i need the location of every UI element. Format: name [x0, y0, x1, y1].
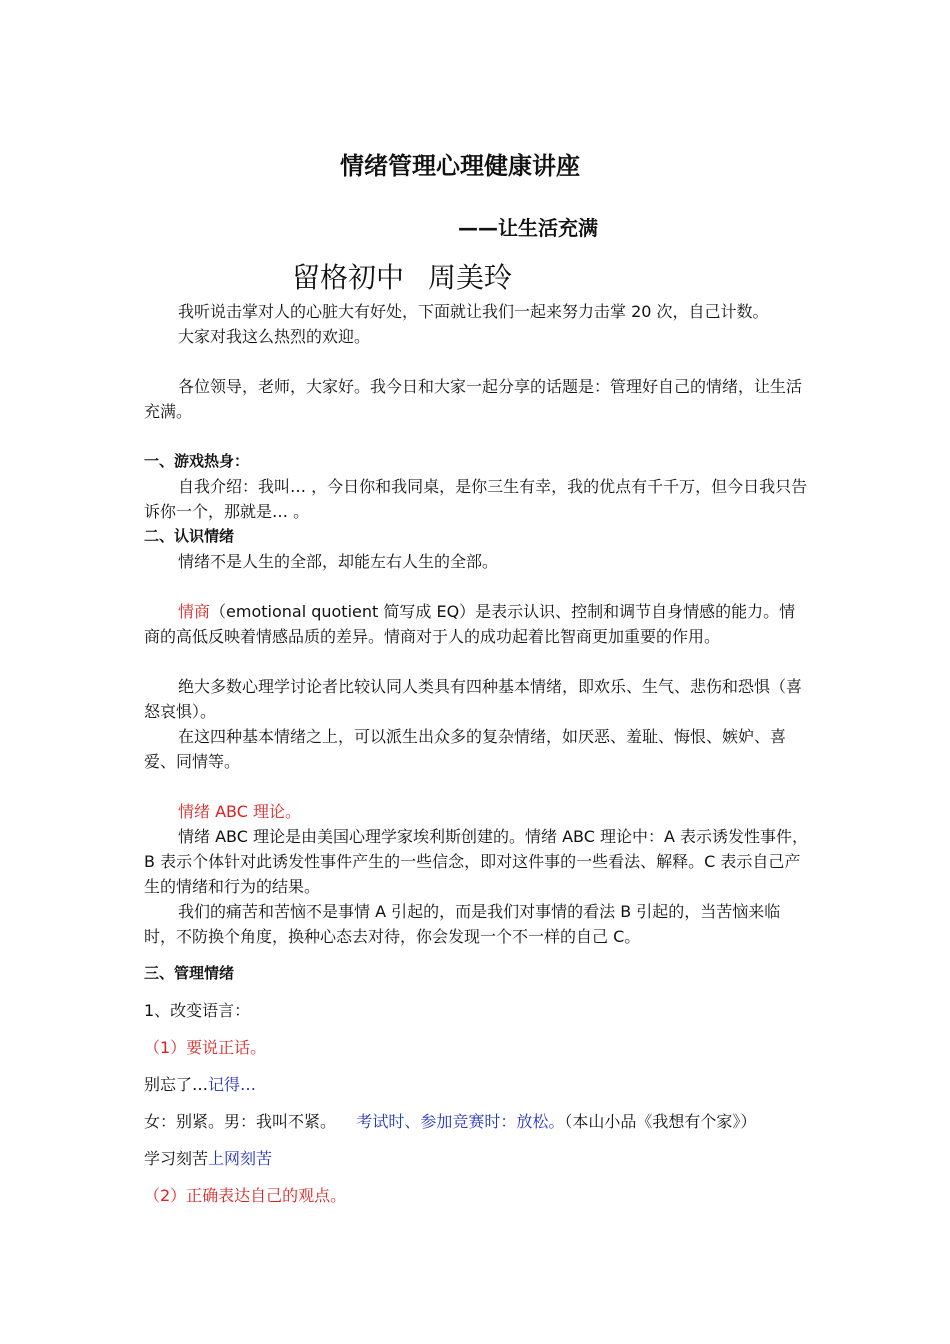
- example-3-highlight: 上网刻苦: [208, 1149, 273, 1168]
- example-3-text: 学习刻苦: [144, 1149, 209, 1168]
- sub-item-2: （2）正确表达自己的观点。: [144, 1186, 347, 1205]
- eq-paragraph: [144, 599, 810, 649]
- section-heading-2: 二、认识情绪: [144, 527, 235, 545]
- example-line-3: [144, 1146, 810, 1171]
- eq-definition: （emotional quotient 简写成 EQ）是表示认识、控制和调节自身情感的能力。情商的高低反映着情感品质的差异。情商对于人的成功起着比智商更加重要的作用。: [144, 602, 796, 646]
- example-1-text: 别忘了…: [144, 1075, 209, 1094]
- example-1-highlight: 记得…: [208, 1075, 257, 1094]
- sub-item-1: （1）要说正话。: [144, 1038, 267, 1057]
- abc-theory-paragraph-1: 情绪 ABC 理论是由美国心理学家埃利斯创建的。情绪 ABC 理论中：A 表示诱发性事件，B 表示个体针对此诱发性事件产生的一些信念，即对这件事的一些看法、解释。C 表示自己产生的情绪和行为的结果。: [144, 827, 809, 896]
- author-line: [292, 256, 512, 296]
- abc-theory-paragraph-2: 我们的痛苦和苦恼不是事情 A 引起的，而是我们对事情的看法 B 引起的，当苦恼来临时，不防换个角度，换种心态去对待，你会发现一个不一样的自己 C。: [144, 902, 781, 946]
- intro-paragraph-1: 我听说击掌对人的心脏大有好处，下面就让我们一起来努力击掌 20 次，自己计数。: [178, 302, 769, 321]
- section-heading-1: 一、游戏热身：: [144, 452, 250, 470]
- example-line-1: [144, 1072, 810, 1097]
- complex-emotions-paragraph: 在这四种基本情绪之上，可以派生出众多的复杂情绪，如厌恶、羞耻、悔恨、嫉妒、喜爱、同情等。: [144, 727, 787, 771]
- manage-item-1: 1、改变语言：: [144, 1001, 251, 1020]
- document-body: [144, 299, 810, 1208]
- author-name: 周美玲: [428, 261, 513, 294]
- self-intro-paragraph: 自我介绍：我叫… ，今日你和我同桌，是你三生有幸，我的优点有千千万，但今日我只告诉你一个，那就是… 。: [144, 477, 808, 521]
- greeting-paragraph: 各位领导，老师，大家好。我今日和大家一起分享的话题是：管理好自己的情绪，让生活充满。: [144, 377, 803, 421]
- abc-theory-title: 情绪 ABC 理论。: [178, 802, 301, 821]
- example-line-2: [144, 1109, 810, 1134]
- eq-term: 情商: [178, 602, 211, 621]
- intro-paragraph-2: 大家对我这么热烈的欢迎。: [178, 327, 371, 346]
- document-title: 情绪管理心理健康讲座: [340, 152, 580, 180]
- basic-emotions-paragraph: 绝大多数心理学讨论者比较认同人类具有四种基本情绪，即欢乐、生气、悲伤和恐惧（喜怒哀惧）。: [144, 677, 803, 721]
- emotion-paragraph-1: 情绪不是人生的全部，却能左右人生的全部。: [178, 552, 499, 571]
- author-school: 留格初中: [292, 261, 405, 294]
- document-subtitle: ——让生活充满: [458, 216, 598, 240]
- example-2-text: 女：别紧。男：我叫不紧。: [144, 1112, 337, 1131]
- section-heading-3: 三、管理情绪: [144, 964, 235, 982]
- example-2-highlight: 考试时、参加竞赛时：放松。: [356, 1112, 565, 1131]
- example-2-note: （本山小品《我想有个家》）: [564, 1112, 757, 1131]
